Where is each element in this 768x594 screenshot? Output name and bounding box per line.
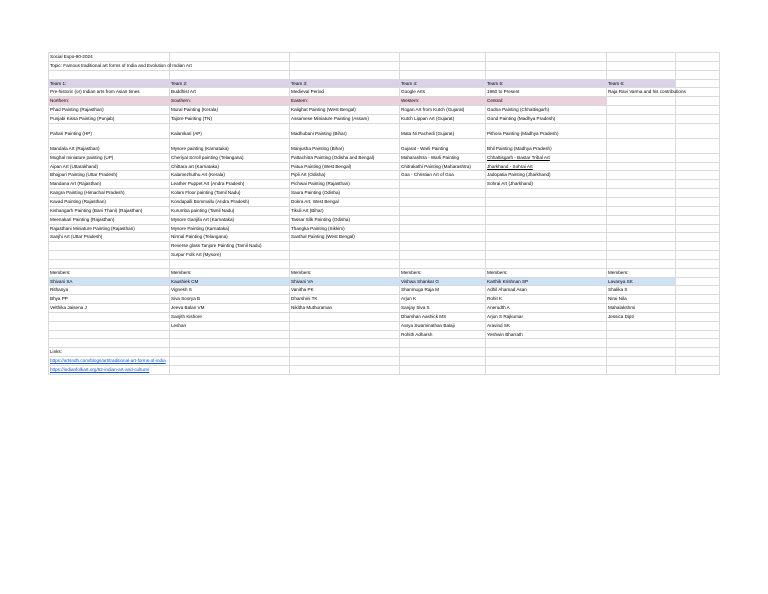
art-row bbox=[49, 197, 720, 206]
cell[interactable]: Sanjay Siva S bbox=[400, 304, 486, 313]
cell[interactable] bbox=[607, 123, 676, 138]
cell[interactable] bbox=[400, 61, 486, 70]
link-row bbox=[49, 357, 720, 366]
cell[interactable]: Mysore Ganjifa Art (Karnataka) bbox=[170, 215, 290, 224]
cell[interactable] bbox=[400, 206, 486, 215]
cell[interactable]: Nirai Nila bbox=[607, 295, 676, 304]
cell[interactable]: Team 2: bbox=[170, 79, 290, 88]
cell[interactable] bbox=[486, 259, 607, 268]
cell[interactable] bbox=[676, 79, 720, 88]
cell[interactable]: Bhil Painting (Madhya Pradesh) bbox=[486, 138, 607, 153]
cell[interactable]: Jeeva Balan VM bbox=[170, 304, 290, 313]
cell[interactable]: Southern: bbox=[170, 97, 290, 106]
cell[interactable] bbox=[676, 251, 720, 260]
cell[interactable] bbox=[676, 70, 720, 79]
cell[interactable]: Aravind SK bbox=[486, 321, 607, 330]
cell[interactable]: Kaushiek CM bbox=[170, 277, 290, 286]
cell[interactable]: Pahari Painting (HP) bbox=[49, 123, 170, 138]
cell[interactable]: Chhattisgarh - Bastar Tribal Art bbox=[486, 153, 607, 162]
cell[interactable] bbox=[49, 339, 170, 348]
cell[interactable] bbox=[170, 357, 290, 366]
cell[interactable]: Leather Puppet Art (Andra Pradesh) bbox=[170, 180, 290, 189]
cell[interactable] bbox=[676, 224, 720, 233]
cell[interactable]: Jharkhand - Sohrai Art bbox=[486, 162, 607, 171]
cell[interactable]: Mandala Art (Rajasthan) bbox=[49, 138, 170, 153]
cell[interactable]: Mughal miniature painting (UP) bbox=[49, 153, 170, 162]
cell[interactable]: Kalighat Painting (West Bengal) bbox=[290, 106, 400, 115]
cell[interactable] bbox=[607, 366, 676, 375]
cell[interactable]: Pipli Art (Odisha) bbox=[290, 171, 400, 180]
cell[interactable]: Bhojpuri Painting (Uttar Pradesh) bbox=[49, 171, 170, 180]
art-row bbox=[49, 189, 720, 198]
cell[interactable]: Team 6: bbox=[607, 79, 676, 88]
cell[interactable]: Gond Painting (Madhya Pradesh) bbox=[486, 114, 607, 123]
cell[interactable] bbox=[290, 259, 400, 268]
cell[interactable]: Kurumba painting (Tamil Nadu) bbox=[170, 206, 290, 215]
team-row bbox=[49, 79, 720, 88]
cell[interactable]: Pre-historic (or) Indian arts from Asian times bbox=[49, 88, 170, 97]
spreadsheet-grid bbox=[48, 52, 720, 375]
cell[interactable]: Pithora Painting (Madhya Pradesh) bbox=[486, 123, 607, 138]
cell[interactable]: Mysore Painting (Karnataka) bbox=[170, 224, 290, 233]
cell[interactable]: Rajasthani Miniature Painting (Rajasthan) bbox=[49, 224, 170, 233]
cell[interactable]: Aipan Art (Uttarakhand) bbox=[49, 162, 170, 171]
cell[interactable] bbox=[486, 233, 607, 242]
cell[interactable]: Reverse glass Tanjore Painting (Tamil Nadu) bbox=[170, 242, 290, 251]
cell[interactable]: Patua Painting (West Bengal) bbox=[290, 162, 400, 171]
cell[interactable] bbox=[607, 97, 676, 106]
cell[interactable] bbox=[49, 321, 170, 330]
member-row bbox=[49, 277, 720, 286]
cell[interactable] bbox=[400, 339, 486, 348]
cell[interactable]: Manjusha Painting (Bihar) bbox=[290, 138, 400, 153]
cell[interactable] bbox=[486, 339, 607, 348]
cell[interactable]: Adhil Ahamad Asan bbox=[486, 286, 607, 295]
cell[interactable]: Members: bbox=[49, 268, 170, 277]
art-row bbox=[49, 114, 720, 123]
cell[interactable] bbox=[400, 197, 486, 206]
blank-row bbox=[49, 339, 720, 348]
cell[interactable] bbox=[290, 53, 400, 62]
member-row bbox=[49, 304, 720, 313]
cell[interactable]: Tassar Silk Painting (Odisha) bbox=[290, 215, 400, 224]
art-row bbox=[49, 138, 720, 153]
cell[interactable] bbox=[49, 259, 170, 268]
cell[interactable]: Leshan bbox=[170, 321, 290, 330]
art-row bbox=[49, 106, 720, 115]
cell[interactable]: Kalamkari (AP) bbox=[170, 123, 290, 138]
cell[interactable]: Sanjith Kishore bbox=[170, 312, 290, 321]
cell[interactable]: Madhubani Painting (Bihar) bbox=[290, 123, 400, 138]
cell[interactable]: Kalamezhuthu Art (Kerala) bbox=[170, 171, 290, 180]
cell[interactable] bbox=[676, 339, 720, 348]
cell[interactable] bbox=[676, 304, 720, 313]
cell[interactable]: Kavad Painting (Rajasthan) bbox=[49, 197, 170, 206]
cell[interactable]: Social Expo-90-2024 bbox=[49, 53, 170, 62]
cell[interactable]: Medieval Period bbox=[290, 88, 400, 97]
theme-row bbox=[49, 88, 720, 97]
cell[interactable]: Aarya Swaminathan Balaji bbox=[400, 321, 486, 330]
cell[interactable] bbox=[486, 215, 607, 224]
cell[interactable]: https://indianfolkart.org/52-indian-art-and-culture/ bbox=[49, 366, 170, 375]
cell[interactable]: Rohit K bbox=[486, 295, 607, 304]
cell[interactable]: Central: bbox=[486, 97, 607, 106]
cell[interactable] bbox=[676, 180, 720, 189]
cell[interactable] bbox=[676, 138, 720, 153]
cell[interactable] bbox=[676, 97, 720, 106]
cell[interactable]: Kutch Lippan Art (Gujarat) bbox=[400, 114, 486, 123]
cell[interactable]: Saura Painting (Odisha) bbox=[290, 189, 400, 198]
title-row bbox=[49, 53, 720, 62]
cell[interactable]: Jadopatia Painting (Jharkhand) bbox=[486, 171, 607, 180]
member-row bbox=[49, 312, 720, 321]
cell[interactable] bbox=[676, 215, 720, 224]
cell[interactable]: Google Arts bbox=[400, 88, 486, 97]
cell[interactable]: Links: bbox=[49, 348, 170, 357]
cell[interactable]: Dokra Art, West Bengal bbox=[290, 197, 400, 206]
cell[interactable] bbox=[486, 224, 607, 233]
cell[interactable] bbox=[486, 70, 607, 79]
cell[interactable]: Yeshwin Bharrath bbox=[486, 330, 607, 339]
spreadsheet bbox=[48, 52, 719, 375]
art-row bbox=[49, 123, 720, 138]
cell[interactable]: Pichwai Painting (Rajasthan) bbox=[290, 180, 400, 189]
cell[interactable] bbox=[170, 53, 290, 62]
cell[interactable] bbox=[49, 242, 170, 251]
cell[interactable]: Members: bbox=[400, 268, 486, 277]
cell[interactable]: Sohrai Art (Jharkhand) bbox=[486, 180, 607, 189]
cell[interactable]: Tajore Painting (TN) bbox=[170, 114, 290, 123]
cell[interactable]: Meenakari Painting (Rajasthan) bbox=[49, 215, 170, 224]
cell[interactable] bbox=[607, 224, 676, 233]
cell[interactable] bbox=[486, 189, 607, 198]
cell[interactable] bbox=[486, 53, 607, 62]
cell[interactable] bbox=[607, 197, 676, 206]
cell[interactable] bbox=[676, 61, 720, 70]
cell[interactable] bbox=[607, 215, 676, 224]
cell[interactable] bbox=[676, 106, 720, 115]
cell[interactable]: Shalika S bbox=[607, 286, 676, 295]
cell[interactable]: https://artsndh.com/blogs/art/traditional-art-forms-of-india bbox=[49, 357, 170, 366]
cell[interactable] bbox=[486, 61, 607, 70]
cell[interactable] bbox=[676, 123, 720, 138]
cell[interactable]: Goa - Christian Art of Goa bbox=[400, 171, 486, 180]
cell[interactable] bbox=[607, 259, 676, 268]
cell[interactable]: Anerudth A bbox=[486, 304, 607, 313]
cell[interactable] bbox=[400, 357, 486, 366]
art-row bbox=[49, 242, 720, 251]
cell[interactable] bbox=[290, 348, 400, 357]
cell[interactable] bbox=[607, 162, 676, 171]
cell[interactable] bbox=[676, 286, 720, 295]
cell[interactable] bbox=[676, 206, 720, 215]
topic-row bbox=[49, 61, 720, 70]
cell[interactable] bbox=[170, 339, 290, 348]
region-row bbox=[49, 97, 720, 106]
cell[interactable] bbox=[676, 330, 720, 339]
art-row bbox=[49, 171, 720, 180]
cell[interactable] bbox=[290, 242, 400, 251]
cell[interactable] bbox=[170, 259, 290, 268]
cell[interactable]: Gujarat - Warli Painting bbox=[400, 138, 486, 153]
cell[interactable] bbox=[607, 321, 676, 330]
cell[interactable]: Shivani VA bbox=[290, 277, 400, 286]
cell[interactable]: Vignesh S bbox=[170, 286, 290, 295]
cell[interactable]: Tikuli Art (Bihar) bbox=[290, 206, 400, 215]
cell[interactable]: Members: bbox=[486, 268, 607, 277]
cell[interactable] bbox=[290, 357, 400, 366]
cell[interactable] bbox=[607, 180, 676, 189]
cell[interactable]: Karthik Krishnan SP bbox=[486, 277, 607, 286]
art-row bbox=[49, 206, 720, 215]
cell[interactable]: Maharashtra - Warli Painting bbox=[400, 153, 486, 162]
link-row bbox=[49, 366, 720, 375]
cell[interactable]: Team 5: bbox=[486, 79, 607, 88]
art-row bbox=[49, 233, 720, 242]
cell[interactable] bbox=[290, 251, 400, 260]
cell[interactable] bbox=[486, 366, 607, 375]
cell[interactable] bbox=[290, 330, 400, 339]
cell[interactable]: Dharshini TK bbox=[290, 295, 400, 304]
cell[interactable] bbox=[607, 233, 676, 242]
cell[interactable]: Team 4: bbox=[400, 79, 486, 88]
cell[interactable] bbox=[676, 348, 720, 357]
cell[interactable]: Eastern: bbox=[290, 97, 400, 106]
cell[interactable]: Godna Painting (Chhattisgarh) bbox=[486, 106, 607, 115]
art-row bbox=[49, 153, 720, 162]
member-row bbox=[49, 321, 720, 330]
cell[interactable]: Raja Ravi Varma and his contributions bbox=[607, 88, 676, 97]
cell[interactable]: Western: bbox=[400, 97, 486, 106]
cell[interactable] bbox=[607, 206, 676, 215]
cell[interactable] bbox=[676, 321, 720, 330]
cell[interactable]: Lavanya SK bbox=[607, 277, 676, 286]
cell[interactable] bbox=[486, 251, 607, 260]
cell[interactable]: Members: bbox=[607, 268, 676, 277]
cell[interactable] bbox=[607, 53, 676, 62]
cell[interactable] bbox=[290, 321, 400, 330]
cell[interactable]: 1960 to Present bbox=[486, 88, 607, 97]
cell[interactable]: Pattachitra Painting (Odisha and Bengal) bbox=[290, 153, 400, 162]
cell[interactable] bbox=[290, 366, 400, 375]
cell[interactable]: Kishangarh Painting (Bani Thani) (Rajasthan) bbox=[49, 206, 170, 215]
cell[interactable]: Mahalakshmi bbox=[607, 304, 676, 313]
cell[interactable]: Nikitha Muthuraman bbox=[290, 304, 400, 313]
blank-row bbox=[49, 259, 720, 268]
cell[interactable] bbox=[290, 70, 400, 79]
cell[interactable] bbox=[400, 242, 486, 251]
cell[interactable] bbox=[607, 171, 676, 180]
cell[interactable]: Phad Painting (Rajasthan) bbox=[49, 106, 170, 115]
member-row bbox=[49, 330, 720, 339]
cell[interactable]: Rithanya bbox=[49, 286, 170, 295]
cell[interactable] bbox=[400, 259, 486, 268]
cell[interactable] bbox=[400, 70, 486, 79]
cell[interactable] bbox=[486, 206, 607, 215]
cell[interactable] bbox=[400, 180, 486, 189]
cell[interactable] bbox=[676, 268, 720, 277]
cell[interactable] bbox=[400, 366, 486, 375]
cell[interactable]: Chitrakathi Painting (Maharashtra) bbox=[400, 162, 486, 171]
cell[interactable]: Shanmuga Raja M bbox=[400, 286, 486, 295]
cell[interactable] bbox=[486, 197, 607, 206]
cell[interactable]: Siva Soorya B bbox=[170, 295, 290, 304]
cell[interactable] bbox=[607, 330, 676, 339]
cell[interactable]: Mural Painting (Kerala) bbox=[170, 106, 290, 115]
cell[interactable] bbox=[290, 312, 400, 321]
cell[interactable] bbox=[607, 61, 676, 70]
cell[interactable] bbox=[486, 357, 607, 366]
cell[interactable] bbox=[290, 339, 400, 348]
cell[interactable]: Kolam Floor painting (Tamil Nadu) bbox=[170, 189, 290, 198]
cell[interactable]: Northern: bbox=[49, 97, 170, 106]
cell[interactable]: Chittara art (Karnataka) bbox=[170, 162, 290, 171]
cell[interactable] bbox=[676, 153, 720, 162]
cell[interactable]: Vishwa Shankar G bbox=[400, 277, 486, 286]
cell[interactable]: Rogan Art from Kutch (Gujarat) bbox=[400, 106, 486, 115]
cell[interactable] bbox=[400, 224, 486, 233]
cell[interactable] bbox=[49, 70, 170, 79]
art-row bbox=[49, 180, 720, 189]
cell[interactable]: Jessica Dipti bbox=[607, 312, 676, 321]
cell[interactable]: Shivani SA bbox=[49, 277, 170, 286]
cell[interactable]: Nirmal Painting (Telangana) bbox=[170, 233, 290, 242]
links-label-row bbox=[49, 348, 720, 357]
cell[interactable]: Buddhist Art bbox=[170, 88, 290, 97]
cell[interactable] bbox=[676, 162, 720, 171]
cell[interactable] bbox=[486, 348, 607, 357]
cell[interactable] bbox=[170, 366, 290, 375]
cell[interactable]: Mata Ni Pachedi (Gujarat) bbox=[400, 123, 486, 138]
cell[interactable] bbox=[676, 189, 720, 198]
cell[interactable] bbox=[676, 53, 720, 62]
cell[interactable] bbox=[676, 312, 720, 321]
cell[interactable]: Vanitha PK bbox=[290, 286, 400, 295]
cell[interactable]: Surpur Folk Art (Mysore) bbox=[170, 251, 290, 260]
cell[interactable] bbox=[400, 233, 486, 242]
cell[interactable]: Kangra Painting (Himachal Pradesh) bbox=[49, 189, 170, 198]
cell[interactable]: Bhya PP bbox=[49, 295, 170, 304]
cell[interactable]: Topic: Famous traditional art forms of India and Evolution of Indian Art bbox=[49, 61, 170, 70]
blank-row bbox=[49, 70, 720, 79]
cell[interactable]: Team 1: bbox=[49, 79, 170, 88]
cell[interactable] bbox=[607, 189, 676, 198]
cell[interactable] bbox=[400, 53, 486, 62]
cell[interactable] bbox=[400, 251, 486, 260]
cell[interactable] bbox=[486, 242, 607, 251]
cell[interactable] bbox=[676, 197, 720, 206]
cell[interactable] bbox=[607, 114, 676, 123]
cell[interactable]: Arjun K bbox=[400, 295, 486, 304]
cell[interactable] bbox=[676, 114, 720, 123]
cell[interactable] bbox=[607, 348, 676, 357]
cell[interactable]: Velthika Jaisena J bbox=[49, 304, 170, 313]
cell[interactable]: Assamese Miniature Painting (Assam) bbox=[290, 114, 400, 123]
cell[interactable] bbox=[290, 61, 400, 70]
cell[interactable] bbox=[607, 339, 676, 348]
art-row bbox=[49, 162, 720, 171]
cell[interactable] bbox=[607, 70, 676, 79]
cell[interactable]: Team 3: bbox=[290, 79, 400, 88]
cell[interactable] bbox=[607, 357, 676, 366]
cell[interactable] bbox=[607, 242, 676, 251]
members-label-row bbox=[49, 268, 720, 277]
member-row bbox=[49, 295, 720, 304]
cell[interactable] bbox=[170, 348, 290, 357]
cell[interactable] bbox=[49, 330, 170, 339]
cell[interactable] bbox=[400, 215, 486, 224]
cell[interactable]: Santhal Painting (West Bengal) bbox=[290, 233, 400, 242]
art-row bbox=[49, 224, 720, 233]
cell[interactable] bbox=[676, 366, 720, 375]
cell[interactable]: Arjun S Rajkumar bbox=[486, 312, 607, 321]
cell[interactable] bbox=[49, 251, 170, 260]
cell[interactable]: Thangka Painting (Sikkim) bbox=[290, 224, 400, 233]
cell[interactable] bbox=[676, 171, 720, 180]
cell[interactable] bbox=[607, 138, 676, 153]
member-row bbox=[49, 286, 720, 295]
cell[interactable]: Cheriyal Scroll painting (Telangana) bbox=[170, 153, 290, 162]
art-row bbox=[49, 215, 720, 224]
art-row bbox=[49, 251, 720, 260]
cell[interactable]: Mandana Art (Rajasthan) bbox=[49, 180, 170, 189]
cell[interactable]: Sanjhi Art (Uttar Pradesh) bbox=[49, 233, 170, 242]
cell[interactable]: Kondapalli Bommallu (Andra Pradesh) bbox=[170, 197, 290, 206]
cell[interactable]: Mysore painting (Karnataka) bbox=[170, 138, 290, 153]
cell[interactable] bbox=[676, 259, 720, 268]
cell[interactable] bbox=[676, 277, 720, 286]
cell[interactable] bbox=[400, 348, 486, 357]
cell[interactable] bbox=[607, 106, 676, 115]
cell[interactable] bbox=[676, 357, 720, 366]
cell[interactable] bbox=[607, 153, 676, 162]
cell[interactable] bbox=[676, 233, 720, 242]
cell[interactable]: Members: bbox=[290, 268, 400, 277]
cell[interactable]: Dharshan Aashick MS bbox=[400, 312, 486, 321]
cell[interactable] bbox=[170, 330, 290, 339]
cell[interactable] bbox=[400, 189, 486, 198]
cell[interactable]: Rohith Adharsh bbox=[400, 330, 486, 339]
cell[interactable] bbox=[49, 312, 170, 321]
cell[interactable]: Punjabi Kissa Painting (Punjab) bbox=[49, 114, 170, 123]
cell[interactable] bbox=[607, 251, 676, 260]
cell[interactable] bbox=[676, 242, 720, 251]
cell[interactable] bbox=[170, 70, 290, 79]
cell[interactable]: Members: bbox=[170, 268, 290, 277]
cell[interactable] bbox=[676, 295, 720, 304]
